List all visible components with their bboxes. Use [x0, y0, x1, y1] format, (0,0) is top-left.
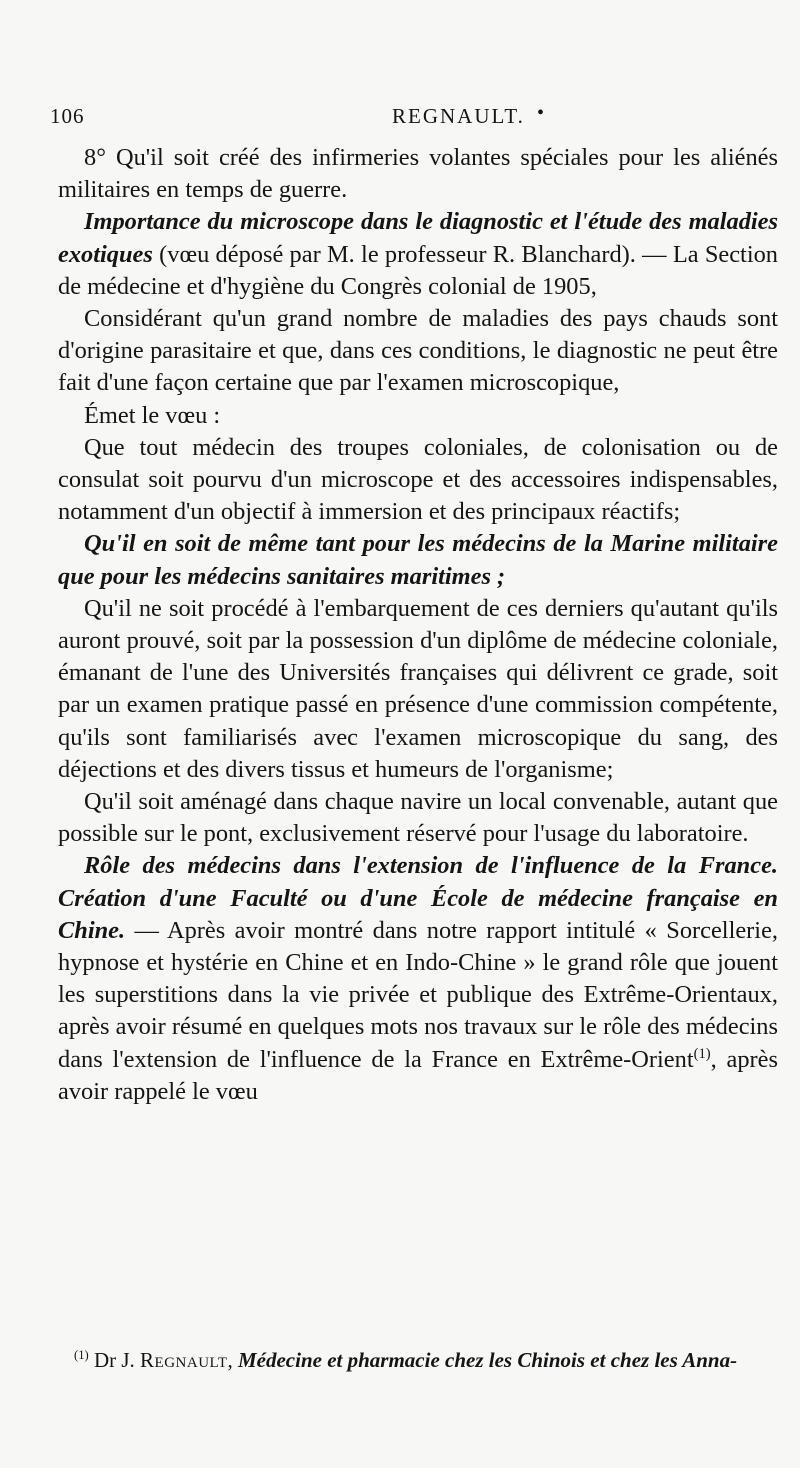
paragraph-que-tout: Que tout médecin des troupes coloniales, de colonisation ou de consulat soit pourvu d'un microscope et des accessoires indispensables, notamment d'un objectif à immersion et des principaux réactifs; [58, 433, 778, 526]
footnote-mark: (1) [74, 1348, 89, 1362]
page-number: 106 [50, 104, 85, 128]
paragraph-considerant: Considérant qu'un grand nombre de maladies des pays chauds sont d'origine parasitaire et que, dans ces conditions, le diagnostic ne peut être fait d'une façon certaine que par l'examen microscopique, [58, 305, 778, 397]
footnote-author-name: Regnault [140, 1348, 228, 1372]
section-text-microscope: (vœu déposé par M. le professeur R. Blanchard). — La Section de médecine et d'hygiène du Congrès colonial de 1905, [58, 240, 778, 300]
paragraph-embarquement: Qu'il ne soit procédé à l'embarquement de ces derniers qu'autant qu'ils auront prouvé, soit par la possession d'un diplôme de médecine coloniale, émanant de l'une des Universités françaises qui délivrent ce grade, soit par un examen pratique passé en présence d'une commission compétente, qu'ils sont familiarisés avec l'examen microscopique du sang, des déjections et des divers tissus et humeurs de l'organisme; [58, 594, 778, 783]
section-title-microscope: Importance du microscope dans le diagnostic et l'étude des maladies exotiques [58, 208, 778, 268]
section-title-role: Rôle des médecins dans l'extension de l'influence de la France. Création d'une Faculté ou d'une École de médecine française en Chine. [58, 852, 778, 944]
section-text-role: — Après avoir montré dans notre rapport intitulé « Sorcellerie, hypnose et hystérie en Chine et en Indo-Chine » le grand rôle que jouent les superstitions dans la vie privée et publique des Extrême-Orientaux, après avoir résumé en quelques mots nos travaux sur le rôle des médecins dans l'extension de l'influence de la France en Extrême-Orient [58, 916, 778, 1073]
paragraph-marine: Qu'il en soit de même tant pour les médecins de la Marine militaire que pour les médecins sanitaires maritimes ; [58, 530, 778, 590]
running-header [50, 104, 770, 134]
main-text [58, 142, 778, 1108]
paragraph-microscope [58, 206, 778, 303]
footnote-reference[interactable]: (1) [693, 1045, 711, 1062]
running-head-title: REGNAULT. [392, 104, 525, 128]
paragraph-local: Qu'il soit aménagé dans chaque navire un local convenable, autant que possible sur le pont, exclusivement réservé pour l'usage du laboratoire. [58, 788, 778, 848]
footnote-author-prefix: Dr J. [93, 1348, 135, 1372]
paragraph-emet: Émet le vœu : [84, 401, 221, 429]
footnote-title: Médecine et pharmacie chez les Chinois et chez les Anna- [237, 1348, 738, 1372]
paragraph-item-8: 8° Qu'il soit créé des infirmeries volantes spéciales pour les aliénés militaires en temps de guerre. [58, 144, 778, 204]
paragraph-role-medecins [58, 850, 778, 1108]
footnote: $^{(1)}$ Dr J. Regnault, Médecine et pharmacie chez les Chinois et chez les Anna- [74, 1348, 738, 1372]
header-mark: • [537, 102, 545, 124]
section-text-role-end: , après avoir rappelé le vœu [58, 1045, 778, 1105]
